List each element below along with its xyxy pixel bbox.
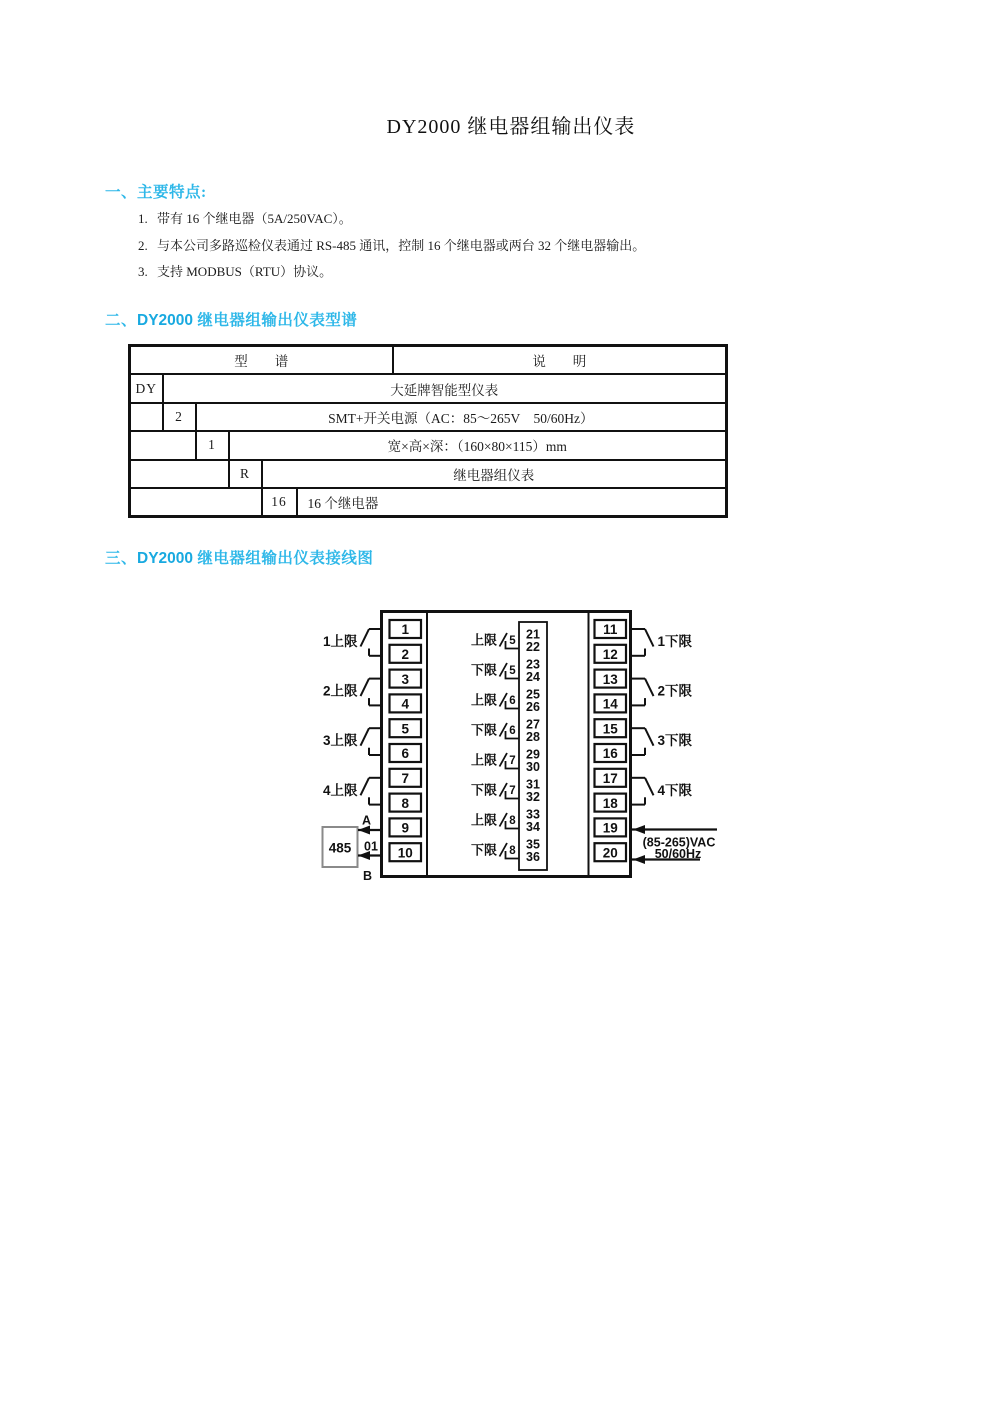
limit-label: 下限 <box>470 722 497 738</box>
relay-digit: 8 <box>509 815 516 827</box>
right-terminal-strip <box>595 620 627 861</box>
power-supply <box>631 825 717 864</box>
terminal-number: 2 <box>401 647 410 662</box>
table-row <box>130 403 727 431</box>
contact-slash <box>361 728 370 746</box>
feature-item-text: 支持 MODBUS（RTU）协议。 <box>157 264 333 279</box>
arrow-left-icon <box>633 855 645 864</box>
arrow-left-icon <box>633 825 645 834</box>
relay-digit: 6 <box>509 695 516 707</box>
contact-slash <box>645 629 654 647</box>
relay-digit: 5 <box>509 635 516 647</box>
table-cell-empty <box>130 403 163 431</box>
terminal-number: 35 <box>526 837 540 852</box>
description-cell: 继电器组仪表 <box>262 460 727 488</box>
relay-contact <box>631 629 693 656</box>
terminal-number: 30 <box>526 760 540 774</box>
rs485-a-label: A <box>361 813 372 828</box>
power-voltage-label: (85-265)VAC <box>642 835 716 850</box>
relay-digit: 7 <box>509 785 516 797</box>
terminal-number: 20 <box>602 845 618 861</box>
terminal-number: 21 <box>526 627 540 642</box>
code-cell: 2 <box>163 403 196 431</box>
description-cell: 宽×高×深：（160×80×115）mm <box>229 431 727 459</box>
terminal-number: 7 <box>401 771 410 786</box>
relay-label: 3下限 <box>657 733 693 749</box>
terminal-number: 12 <box>602 647 618 662</box>
limit-label: 下限 <box>470 842 497 858</box>
relay-digit: 8 <box>509 845 516 857</box>
relay-label: 2上限 <box>322 683 358 699</box>
relay-label: 1下限 <box>657 634 693 649</box>
relay-label: 2下限 <box>657 683 693 699</box>
limit-label: 上限 <box>470 632 497 648</box>
description-cell: SMT+开关电源（AC：85～265V 50/60Hz） <box>196 403 727 431</box>
relay-contact <box>323 778 383 805</box>
terminal-number: 16 <box>602 746 618 762</box>
code-cell: DY <box>130 374 163 402</box>
relay-contact-label <box>471 693 519 709</box>
section-title: 继电器组输出仪表接线图 <box>193 550 374 567</box>
terminal-number: 1 <box>401 622 410 638</box>
terminal-number: 4 <box>401 696 410 712</box>
model-name: DY2000 <box>137 550 194 567</box>
contact-slash <box>645 778 654 796</box>
limit-label: 上限 <box>470 752 497 768</box>
terminal-number: 10 <box>397 845 413 861</box>
relay-digit: 5 <box>509 665 516 677</box>
terminal-number: 19 <box>602 820 618 836</box>
rs485-interface <box>323 814 384 884</box>
table-header-spectrum: 型 谱 <box>130 346 393 375</box>
description-cell: 大延牌智能型仪表 <box>163 374 727 402</box>
rs485-addr-label: 01 <box>364 839 378 854</box>
relay-contact-label <box>471 843 519 859</box>
table-cell-empty <box>130 488 262 517</box>
contact-slash <box>361 679 370 697</box>
terminal-number: 26 <box>526 700 540 714</box>
section-heading-spectrum <box>105 308 357 330</box>
section-number: 二、 <box>105 312 138 329</box>
terminal-number: 27 <box>526 717 540 732</box>
feature-item-number: 2. <box>138 237 148 253</box>
relay-contact-label <box>471 663 519 679</box>
relay-label: 1上限 <box>322 634 358 649</box>
relay-label: 3上限 <box>322 733 358 749</box>
relay-contact-label <box>471 723 519 739</box>
wiring-diagram-svg <box>300 600 730 900</box>
relay-contact-label <box>471 633 519 649</box>
relay-contact-label <box>471 753 519 769</box>
contact-slash <box>361 778 370 796</box>
terminal-number: 11 <box>603 622 618 638</box>
terminal-number: 14 <box>602 696 618 712</box>
relay-contact-label <box>471 813 519 829</box>
terminal-number: 15 <box>602 721 618 737</box>
model-spectrum-table <box>128 344 728 518</box>
wiring-diagram <box>300 600 730 900</box>
terminal-number: 6 <box>401 746 410 762</box>
table-row <box>130 460 727 488</box>
terminal-number: 9 <box>401 820 410 836</box>
limit-label: 上限 <box>470 812 497 828</box>
limit-label: 下限 <box>470 782 497 798</box>
relay-contact <box>323 679 383 706</box>
table-row <box>130 374 727 402</box>
left-relay-contacts <box>323 629 383 805</box>
terminal-number: 8 <box>401 795 410 811</box>
relay-contact-label <box>471 783 519 799</box>
relay-contact <box>631 728 693 755</box>
feature-item <box>138 235 645 254</box>
table-row <box>130 431 727 459</box>
section-number: 三、 <box>105 550 138 567</box>
table-row <box>130 488 727 517</box>
code-cell: 1 <box>196 431 229 459</box>
table-cell-empty <box>130 431 196 459</box>
right-relay-contacts <box>631 629 693 805</box>
contact-slash <box>361 629 370 647</box>
terminal-number: 24 <box>526 670 540 684</box>
relay-contact <box>631 778 693 805</box>
section-number: 一、 <box>105 184 138 201</box>
terminal-number: 25 <box>526 687 540 702</box>
relay-contact <box>323 728 383 755</box>
terminal-number: 33 <box>526 807 540 822</box>
section-title: 主要特点: <box>137 184 207 201</box>
feature-item <box>138 261 332 280</box>
terminal-number: 18 <box>602 795 618 811</box>
rs485-label: 485 <box>328 840 352 856</box>
table-cell-empty <box>130 460 229 488</box>
relay-label: 4下限 <box>657 782 693 798</box>
contact-slash <box>645 679 654 697</box>
relay-contact <box>631 679 693 706</box>
relay-contact <box>323 629 383 656</box>
terminal-number: 17 <box>602 771 618 786</box>
feature-item-number: 3. <box>138 264 148 279</box>
table-header-description: 说 明 <box>393 346 727 375</box>
feature-item-text: 带有 16 个继电器（5A/250VAC）。 <box>157 211 352 226</box>
code-cell: 16 <box>262 488 297 517</box>
section-title: 继电器组输出仪表型谱 <box>193 312 358 329</box>
terminal-number: 5 <box>401 721 410 737</box>
middle-terminal-numbers <box>526 628 540 865</box>
terminal-number: 34 <box>526 820 540 834</box>
relay-digit: 6 <box>509 725 516 737</box>
middle-relay-labels <box>471 633 519 859</box>
power-frequency-label: 50/60Hz <box>654 847 702 861</box>
relay-label: 4上限 <box>322 782 358 798</box>
left-terminal-strip <box>390 620 422 861</box>
section-heading-wiring <box>105 546 373 568</box>
relay-digit: 7 <box>509 755 516 767</box>
terminal-number: 13 <box>602 671 618 687</box>
feature-item-number: 1. <box>138 211 148 226</box>
terminal-number: 31 <box>526 777 540 792</box>
rs485-b-label: B <box>362 869 373 883</box>
page-title: DY2000 继电器组输出仪表 <box>386 116 636 138</box>
terminal-number: 22 <box>526 640 540 654</box>
feature-item-text: 与本公司多路巡检仪表通过 RS-485 通讯，控制 16 个继电器或两台 32 个继电器输出。 <box>157 237 646 253</box>
limit-label: 下限 <box>470 662 497 678</box>
contact-slash <box>645 728 654 746</box>
terminal-number: 32 <box>526 790 540 804</box>
terminal-number: 29 <box>526 747 540 762</box>
section-heading-features <box>105 180 207 202</box>
terminal-number: 28 <box>526 730 540 744</box>
terminal-number: 36 <box>526 850 540 864</box>
terminal-number: 23 <box>526 657 540 672</box>
feature-item <box>138 208 352 227</box>
table-header-row <box>130 346 727 375</box>
code-cell: R <box>229 460 262 488</box>
terminal-number: 3 <box>401 671 410 687</box>
description-cell: 16 个继电器 <box>297 488 727 517</box>
model-name: DY2000 <box>137 312 194 329</box>
limit-label: 上限 <box>470 692 497 708</box>
